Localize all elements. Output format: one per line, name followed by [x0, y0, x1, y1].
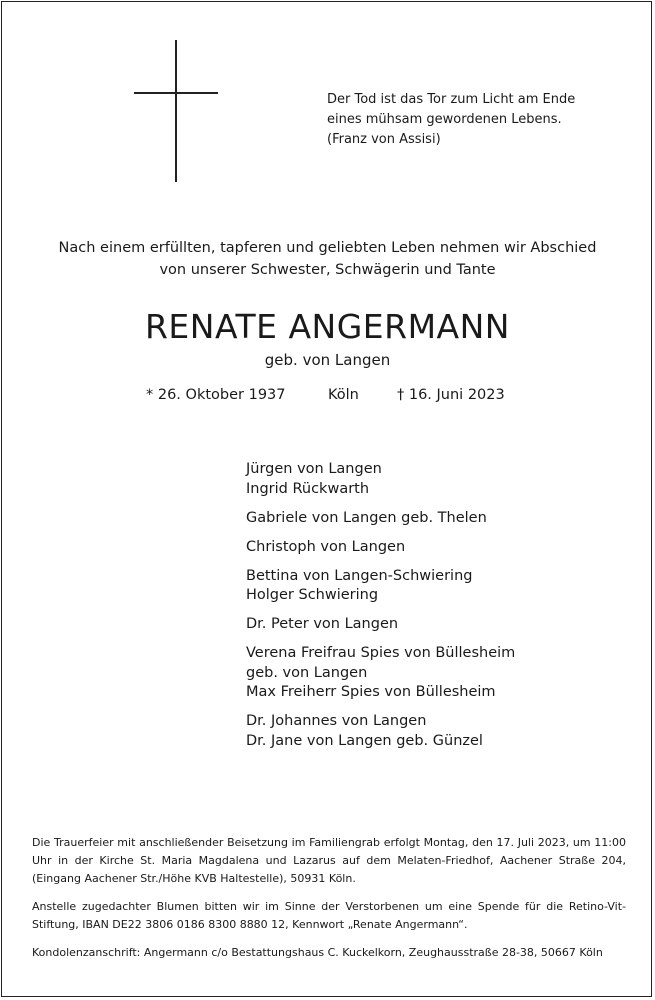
deceased-name: RENATE ANGERMANN	[144, 307, 510, 346]
intro-line: Nach einem erfüllten, tapferen und geliebten Leben nehmen wir Abschied	[58, 240, 597, 256]
cross-vertical-bar	[175, 40, 177, 182]
mourner-group	[246, 509, 646, 529]
mourner-group	[246, 712, 646, 751]
mourner-name: Gabriele von Langen geb. Thelen	[246, 509, 487, 526]
quote-line: Der Tod ist das Tor zum Licht am Ende	[327, 92, 576, 107]
mourner-name: geb. von Langen	[246, 664, 368, 681]
quote-author: (Franz von Assisi)	[327, 132, 441, 147]
mourner-name: Max Freiherr Spies von Büllesheim	[246, 684, 496, 700]
mourner-name: Verena Freifrau Spies von Büllesheim	[246, 645, 516, 661]
mourner-group	[246, 615, 646, 635]
mourner-name: Christoph von Langen	[246, 538, 406, 555]
mourner-name: Dr. Johannes von Langen	[246, 713, 427, 729]
intro-text	[0, 237, 655, 281]
mourner-name: Dr. Peter von Langen	[246, 616, 399, 632]
cross-icon	[134, 40, 218, 182]
mourner-name: Holger Schwiering	[246, 587, 379, 603]
condolence-address: Kondolenzanschrift: Angermann c/o Bestattungshaus C. Kuckelkorn, Zeughausstraße 28-38, 50667 Köln	[32, 946, 603, 959]
donation-info: Anstelle zugedachter Blumen bitten wir im Sinne der Verstorbenen um eine Spende für die Retino-Vit-Stiftung, IBAN DE22 3806 0186 8300 8880 12, Kennwort „Renate Angermann“.	[32, 900, 626, 931]
birth-date: * 26. Oktober 1937	[146, 387, 286, 403]
quote-block	[327, 90, 627, 150]
mourner-group	[246, 538, 646, 558]
mourner-name: Jürgen von Langen	[246, 461, 382, 477]
funeral-info: Die Trauerfeier mit anschließender Beisetzung im Familiengrab erfolgt Montag, den 17. Juli 2023, um 11:00 Uhr in der Kirche St. Maria Magdalena und Lazarus auf dem Melaten-Friedhof, Aachener Straße 204, (Eingang Aachener Str./Höhe KVB Haltestelle), 50931 Köln.	[32, 836, 626, 885]
mourner-group	[246, 567, 646, 606]
mourner-group	[246, 460, 646, 499]
mourners-list	[246, 460, 646, 761]
mourner-name: Ingrid Rückwarth	[246, 480, 370, 497]
footer-info	[32, 834, 626, 972]
mourner-name: Dr. Jane von Langen geb. Günzel	[246, 732, 483, 749]
mourner-group	[246, 644, 646, 703]
intro-line: von unserer Schwester, Schwägerin und Tante	[159, 262, 496, 278]
deceased-maiden-name: geb. von Langen	[264, 351, 391, 369]
death-date: † 16. Juni 2023	[397, 387, 505, 403]
mourner-name: Bettina von Langen-Schwiering	[246, 567, 473, 584]
cross-horizontal-bar	[134, 92, 218, 94]
place: Köln	[328, 387, 359, 403]
quote-line: eines mühsam gewordenen Lebens.	[327, 112, 562, 127]
